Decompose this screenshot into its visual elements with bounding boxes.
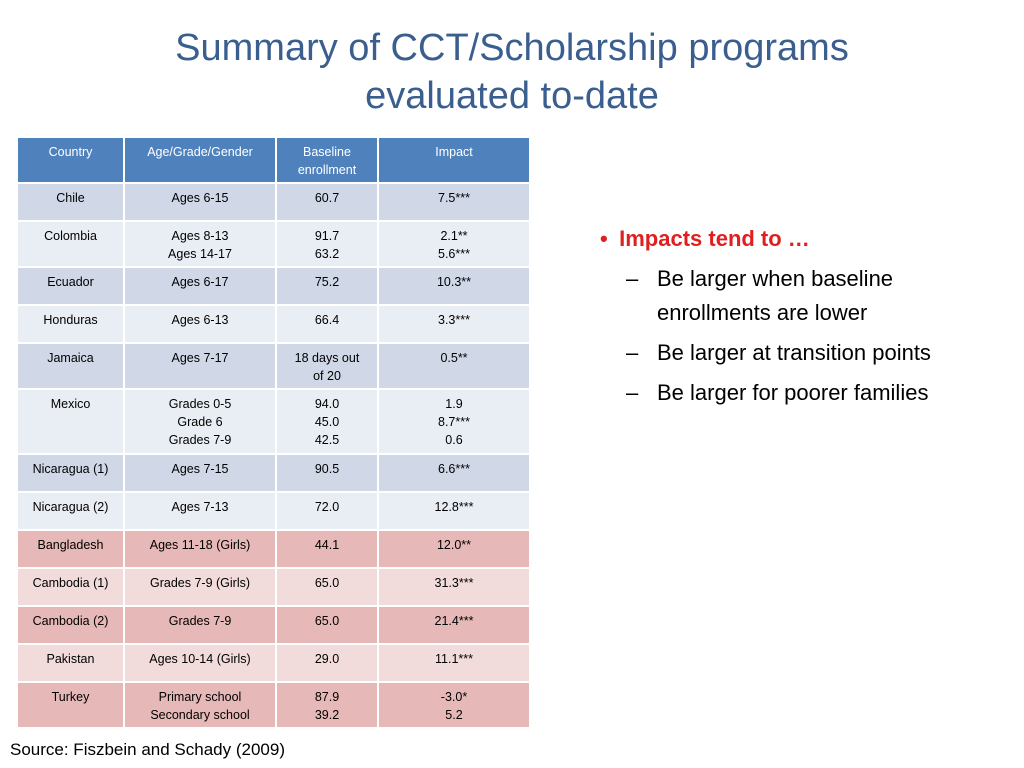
cell-baseline <box>276 530 378 568</box>
cell-age <box>124 492 276 530</box>
cell-impact <box>378 389 530 454</box>
cell-baseline <box>276 305 378 343</box>
cell-baseline-line: 63.2 <box>314 247 340 261</box>
dash-icon: – <box>626 266 639 291</box>
cell-impact <box>378 568 530 606</box>
cell-age-line: Grades 7-9 <box>168 433 232 447</box>
cell-impact <box>378 454 530 492</box>
table-row <box>17 492 530 530</box>
cell-country: Honduras <box>17 305 124 343</box>
cell-baseline <box>276 221 378 267</box>
slide-title-line-2: evaluated to-date <box>365 75 659 117</box>
cell-impact <box>378 606 530 644</box>
cell-impact-line: 11.1*** <box>435 652 473 666</box>
header-baseline-enrollment: Baseline enrollment <box>276 137 378 183</box>
cell-impact-line: 12.0** <box>436 538 472 552</box>
cell-impact-line: 21.4*** <box>434 614 474 628</box>
main-bullet <box>600 222 1005 256</box>
cell-age <box>124 530 276 568</box>
cell-age <box>124 389 276 454</box>
cell-baseline-line: 42.5 <box>314 433 340 447</box>
cell-age-line: Ages 7-17 <box>171 351 229 365</box>
cell-impact <box>378 343 530 389</box>
cell-impact-line: 0.5** <box>440 351 468 365</box>
table-row <box>17 682 530 728</box>
cell-baseline <box>276 343 378 389</box>
cell-age-line: Ages 11-18 (Girls) <box>149 538 251 552</box>
cell-country: Cambodia (2) <box>17 606 124 644</box>
sub-bullet-text: Be larger at transition points <box>657 340 931 365</box>
table-row <box>17 183 530 221</box>
cell-baseline-line: 65.0 <box>314 576 340 590</box>
cell-impact <box>378 682 530 728</box>
source-note: Source: Fiszbein and Schady (2009) <box>10 740 285 759</box>
cell-age-line: Ages 10-14 (Girls) <box>149 652 251 666</box>
cell-impact-line: 12.8*** <box>434 500 474 514</box>
cell-baseline-line: 65.0 <box>314 614 340 628</box>
header-age-grade-gender: Age/Grade/Gender <box>124 137 276 183</box>
cell-baseline-line: 91.7 <box>314 229 340 243</box>
cell-baseline-line: 29.0 <box>314 652 340 666</box>
cell-impact <box>378 492 530 530</box>
cell-impact-line: 31.3*** <box>434 576 474 590</box>
slide-title <box>60 24 964 120</box>
bullet-dot-icon: • <box>600 226 608 251</box>
header-country: Country <box>17 137 124 183</box>
dash-icon: – <box>626 380 639 405</box>
cell-baseline <box>276 568 378 606</box>
cell-age-line: Secondary school <box>150 708 250 722</box>
cell-country: Jamaica <box>17 343 124 389</box>
cell-impact <box>378 221 530 267</box>
table-row <box>17 454 530 492</box>
cell-baseline <box>276 682 378 728</box>
cell-age-line: Primary school <box>158 690 242 704</box>
cell-country: Ecuador <box>17 267 124 305</box>
cell-age <box>124 644 276 682</box>
table-row <box>17 389 530 454</box>
slide-title-line-1: Summary of CCT/Scholarship programs <box>175 27 849 69</box>
table-row <box>17 568 530 606</box>
cell-baseline <box>276 606 378 644</box>
table-row <box>17 343 530 389</box>
cell-baseline-line: 94.0 <box>314 397 340 411</box>
table-row <box>17 305 530 343</box>
table-row <box>17 530 530 568</box>
programs-table <box>16 136 531 729</box>
cell-impact-line: -3.0* <box>440 690 468 704</box>
cell-baseline <box>276 389 378 454</box>
cell-baseline-line: 44.1 <box>314 538 340 552</box>
cell-baseline <box>276 267 378 305</box>
sub-bullet-text: Be larger when baseline enrollments are lower <box>657 266 894 325</box>
cell-impact-line: 3.3*** <box>438 313 470 327</box>
cell-impact-line: 1.9 <box>445 397 463 411</box>
table-row <box>17 267 530 305</box>
table-row <box>17 606 530 644</box>
cell-impact <box>378 530 530 568</box>
cell-impact <box>378 644 530 682</box>
cell-baseline-line: 75.2 <box>314 275 340 289</box>
cell-baseline-line: of 20 <box>313 369 341 383</box>
cell-age <box>124 606 276 644</box>
header-impact: Impact <box>378 137 530 183</box>
cell-age <box>124 568 276 606</box>
cell-impact-line: 8.7*** <box>438 415 470 429</box>
cell-age-line: Ages 14-17 <box>168 247 232 261</box>
dash-icon: – <box>626 340 639 365</box>
cell-country: Pakistan <box>17 644 124 682</box>
cell-impact <box>378 267 530 305</box>
cell-country: Cambodia (1) <box>17 568 124 606</box>
cell-age-line: Ages 6-17 <box>171 275 229 289</box>
table-body <box>17 183 530 728</box>
cell-country: Nicaragua (1) <box>17 454 124 492</box>
table-row <box>17 644 530 682</box>
cell-baseline-line: 39.2 <box>314 708 340 722</box>
cell-country: Mexico <box>17 389 124 454</box>
cell-age <box>124 305 276 343</box>
cell-baseline <box>276 183 378 221</box>
table-header-row <box>17 137 530 183</box>
cell-impact <box>378 305 530 343</box>
cell-baseline-line: 72.0 <box>314 500 340 514</box>
sub-bullet-1 <box>605 262 1005 330</box>
cell-baseline-line: 18 days out <box>294 351 360 365</box>
bullet-list <box>600 222 1005 410</box>
cell-impact-line: 6.6*** <box>438 462 470 476</box>
cell-age <box>124 454 276 492</box>
cell-baseline-line: 45.0 <box>314 415 340 429</box>
cell-age-line: Grades 7-9 <box>168 614 232 628</box>
cell-age-line: Grades 7-9 (Girls) <box>149 576 251 590</box>
cell-baseline <box>276 492 378 530</box>
cell-age-line: Grade 6 <box>177 415 223 429</box>
cell-age-line: Ages 6-15 <box>171 191 229 205</box>
main-bullet-text: Impacts tend to … <box>619 226 810 251</box>
cell-age <box>124 221 276 267</box>
cell-baseline-line: 87.9 <box>314 690 340 704</box>
cell-baseline-line: 60.7 <box>314 191 340 205</box>
cell-age-line: Grades 0-5 <box>168 397 232 411</box>
sub-bullet-text: Be larger for poorer families <box>657 380 929 405</box>
cell-impact-line: 7.5*** <box>438 191 470 205</box>
cell-country: Chile <box>17 183 124 221</box>
cell-country: Bangladesh <box>17 530 124 568</box>
cell-age <box>124 682 276 728</box>
cell-impact-line: 5.6*** <box>438 247 470 261</box>
cell-impact <box>378 183 530 221</box>
cell-country: Colombia <box>17 221 124 267</box>
cell-age <box>124 183 276 221</box>
cell-impact-line: 2.1** <box>440 229 468 243</box>
cell-baseline <box>276 644 378 682</box>
sub-bullet-3 <box>605 376 1005 410</box>
table-row <box>17 221 530 267</box>
cell-country: Turkey <box>17 682 124 728</box>
cell-baseline <box>276 454 378 492</box>
cell-age-line: Ages 8-13 <box>171 229 229 243</box>
cell-age-line: Ages 6-13 <box>171 313 229 327</box>
cell-impact-line: 10.3** <box>436 275 472 289</box>
cell-impact-line: 0.6 <box>445 433 463 447</box>
sub-bullet-2 <box>605 336 1005 370</box>
cell-age <box>124 343 276 389</box>
cell-age-line: Ages 7-13 <box>171 500 229 514</box>
cell-country: Nicaragua (2) <box>17 492 124 530</box>
cell-age <box>124 267 276 305</box>
cell-impact-line: 5.2 <box>445 708 463 722</box>
cell-baseline-line: 66.4 <box>314 313 340 327</box>
cell-age-line: Ages 7-15 <box>171 462 229 476</box>
cell-baseline-line: 90.5 <box>314 462 340 476</box>
